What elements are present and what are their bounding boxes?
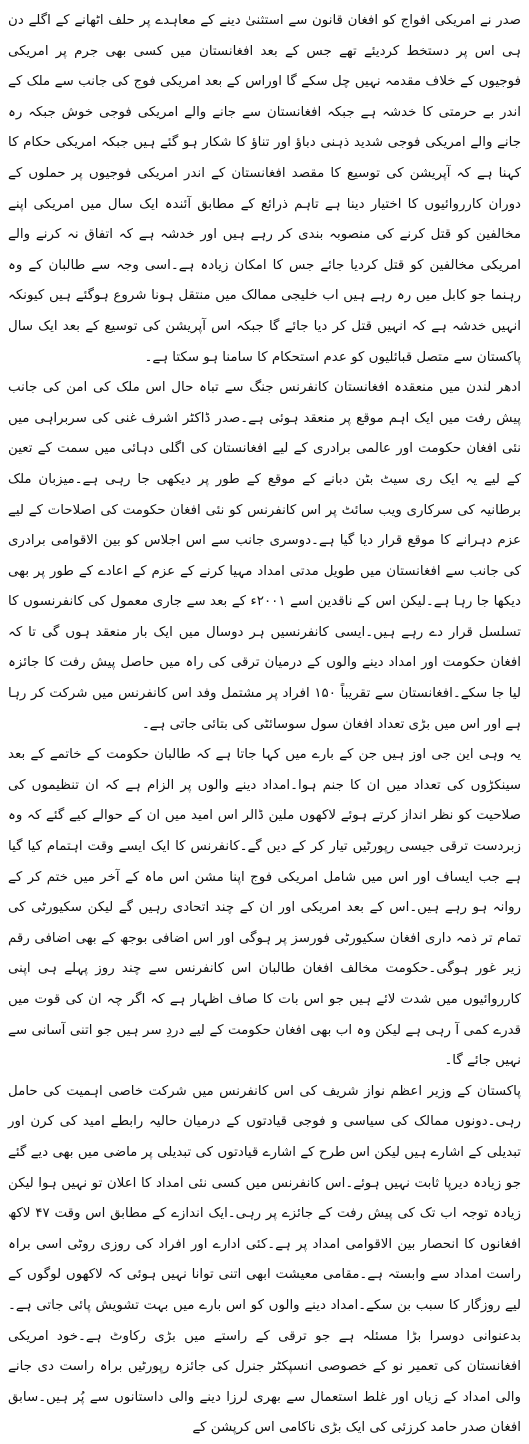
article-paragraph-2: ادھر لندن میں منعقدہ افغانستان کانفرنس جنگ سے تباہ حال اس ملک کی امن کی جانب پیش رفت میں ایک اہم موقع پر منعقد ہوئی ہے۔صدر ڈاکٹر اشرف غنی کی سربراہی میں نئی افغان حکومت اور عالمی برادری کے لیے افغانستان کی اگلی دہائی میں سمت کے تعین کے لیے یہ ایک ری سیٹ بٹن دبانے کے موقع کے طور پر دیکھی جا رہی ہے۔میزبان ملک برطانیہ کی سرکاری ویب سائٹ پر اس کانفرنس کو نئی افغان حکومت کی اصلاحات کے لیے عزم دہرانے کا موقع قرار دیا گیا ہے۔دوسری جانب سے اس اجلاس کو بین الاقوامی برادری کی جانب سے افغانستان میں طویل مدتی امداد مہیا کرنے کے عزم کے اعادے کے طور پر بھی دیکھا جا رہا ہے۔لیکن اس کے ناقدین اسے ۲۰۰۱ء کے بعد سے جاری معمول کی کانفرنسوں کا تسلسل قرار دے رہے ہیں۔ایسی کانفرنسیں ہر دوسال میں ایک بار منعقد ہوں گی تا کہ افغان حکومت اور امداد دینے والوں کے درمیان ترقی کی راہ میں حاصل پیش رفت کا جائزہ لیا جا سکے۔افغانستان سے تقریباً ۱۵۰ افراد پر مشتمل وفد اس کانفرنس میں شرکت کر رہا ہے اور اس میں بڑی تعداد افغان سول سوسائٹی کی بتائی جاتی ہے۔ [8,380,521,732]
article-paragraph-3: یہ وہی این جی اوز ہیں جن کے بارے میں کہا جاتا ہے کہ طالبان حکومت کے خاتمے کے بعد سینکڑوں کی تعداد میں ان کا جنم ہوا۔امداد دینے والوں پر الزام ہے کہ ان تنظیموں کی صلاحیت کو نظر انداز کرتے ہوئے لاکھوں ملین ڈالر اس امید میں ان کے حوالے کیے گئے کہ وہ زبردست ترقی جیسی رپورٹیں تیار کر کے دیں گے۔کانفرنس کا ایک ایسے وقت اہتمام کیا گیا ہے جب ایساف اور اس میں شامل امریکی فوج اپنا مشن اس ماہ کے آخر میں ختم کر کے روانہ ہو رہے ہیں۔اس کے بعد امریکی اور ان کے چند اتحادی رہیں گے لیکن سکیورٹی کی تمام تر ذمہ داری افغان سکیورٹی فورسز پر ہوگی اور اس اضافی بوجھ کے بھی اضافی رقم زیر غور ہوگی۔حکومت مخالف افغان طالبان اس کانفرنس سے چند روز پہلے ہی اپنی کارروائیوں میں شدت لائے ہیں جو اس بات کا صاف اظہار ہے کہ اگر چہ ان کی قوت میں قدرے کمی آ رہی ہے لیکن وہ اب بھی افغان حکومت کے لیے دردِ سر ہیں جو اتنی آسانی سے نہیں جائے گا۔ [8,747,521,1069]
article-paragraph-4: پاکستان کے وزیر اعظم نواز شریف کی اس کانفرنس میں شرکت خاصی اہمیت کی حامل رہی۔دونوں ممالک کی سیاسی و فوجی قیادتوں کے درمیان حالیہ رابطے امید کی کرن اور تبدیلی کے اشارے ہیں لیکن اس طرح کے اشارے قیادتوں کی تبدیلی پر ماضی میں بھی دیے گئے جو زیادہ دیرپا ثابت نہیں ہوئے۔اس کانفرنس میں کسی نئی امداد کا اعلان تو نہیں ہوا لیکن زیادہ توجہ اب تک کی پیش رفت کے جائزے پر رہی۔ایک اندازے کے مطابق اس وقت ۴۷ لاکھ افغانوں کا انحصار بین الاقوامی امداد پر ہے۔کئی ادارے اور افراد کی روزی روٹی اسی براہ راست امداد سے وابستہ ہے۔مقامی معیشت ابھی اتنی توانا نہیں ہوئی کہ لاکھوں لوگوں کے لیے روزگار کا سبب بن سکے۔امداد دینے والوں کو اس بارے میں بہت تشویش پائی جاتی ہے۔بدعنوانی دوسرا بڑا مسئلہ ہے جو ترقی کے راستے میں بڑی رکاوٹ ہے۔خود امریکی افغانستان کی تعمیر نو کے خصوصی انسپکٹر جنرل کی جائزہ رپورٹیں براہ راست دی جانے والی امداد کے زیاں اور غلط استعمال سے بھری لرزا دینے والی داستانوں سے پُر ہیں۔سابق افغان صدر حامد کرزئی کی ایک بڑی ناکامی اس کرپشن کے [8,1083,521,1436]
article-paragraph-1: صدر نے امریکی افواج کو افغان قانون سے استثنیٰ دینے کے معاہدے پر حلف اٹھانے کے اگلے دن ہی اس پر دستخط کردیئے تھے جس کے بعد افغانستان میں کسی بھی جرم پر امریکی فوجیوں کے خلاف مقدمہ نہیں چل سکے گا اوراس کے بعد امریکی فوج کی جانب سے ملک کے اندر بے حرمتی کا خدشہ ہے جبکہ افغانستان سے جانے والے امریکی فوجی خوش جبکہ رہ جانے والے امریکی فوجی شدید ذہنی دباؤ اور تناؤ کا شکار ہو گئے ہیں جبکہ امریکی حکام کا کہنا ہے کہ آپریشن کی توسیع کا مقصد افغانستان کے اندر امریکی فوجیوں پر حملوں کے دوران کارروائیوں کا اختیار دینا ہے تاہم ذرائع کے مطابق آئندہ ایک سال میں امریکی اپنے مخالفین کو قتل کرنے کی منصوبہ بندی کر رہے ہیں اور خدشہ ہے کہ اتفاق نہ کرنے والے امریکی مخالفین کو قتل کردیا جائے جس کا امکان زیادہ ہے۔اسی وجہ سے طالبان کے وہ رہنما جو کابل میں رہ رہے ہیں اب خلیجی ممالک میں منتقل ہونا شروع ہوگئے ہیں کیونکہ انہیں خدشہ ہے کہ انہیں قتل کر دیا جائے گا جبکہ اس آپریشن کی توسیع کے بعد ایک سال پاکستان سے متصل قبائلیوں کو عدم استحکام کا سامنا ہو سکتا ہے۔ [8,13,521,365]
